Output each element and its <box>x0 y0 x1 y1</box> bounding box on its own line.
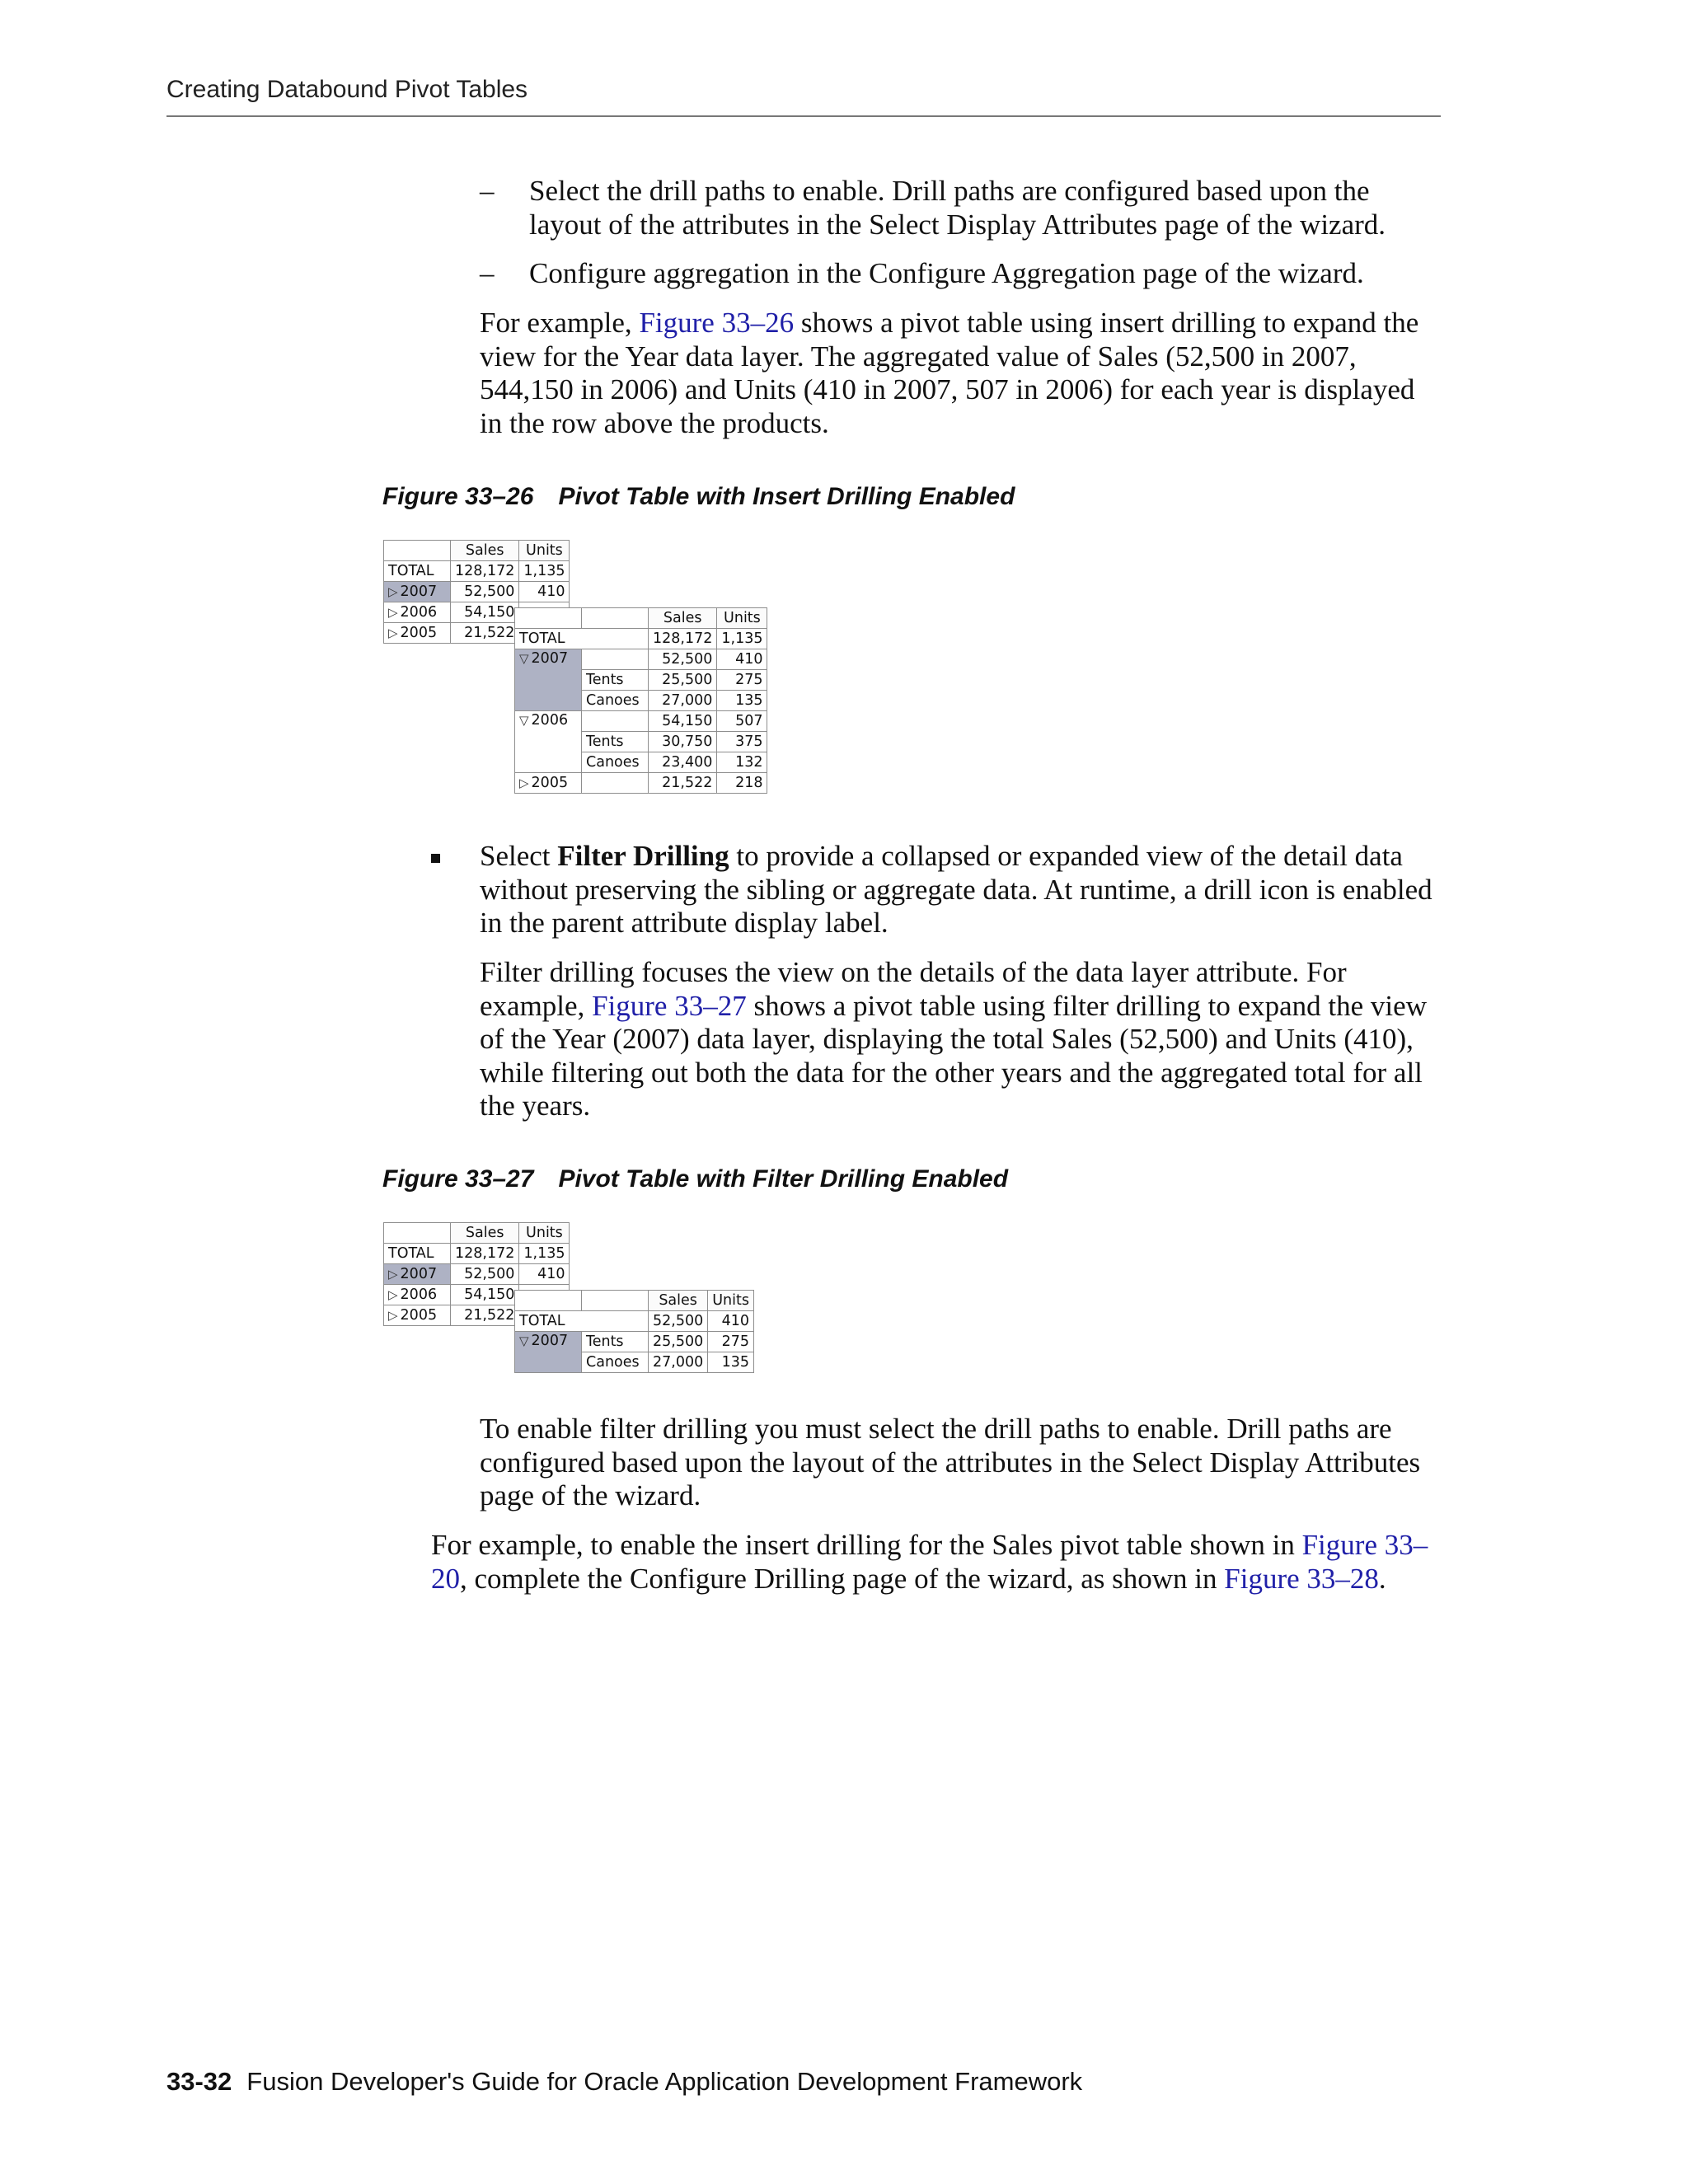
cell-value: 410 <box>519 1264 570 1285</box>
row-header-canoes: Canoes <box>582 752 649 773</box>
row-header-2005[interactable] <box>384 1305 451 1326</box>
figure-33-20-link[interactable]: Figure 33–20 <box>431 1529 1428 1595</box>
corner-cell <box>515 608 582 629</box>
row-header-tents: Tents <box>582 670 649 691</box>
book-title: Fusion Developer's Guide for Oracle Application Development Framework <box>246 2067 1083 2096</box>
cell-value: 275 <box>708 1332 754 1352</box>
closing-paragraph <box>431 1529 1441 1596</box>
figure-number: Figure 33–26 <box>382 483 534 510</box>
expand-triangle-icon[interactable]: ▷ <box>388 584 398 599</box>
cell-value: 52,500 <box>649 1311 708 1332</box>
row-header-2006[interactable] <box>515 711 582 773</box>
corner-cell <box>384 541 451 561</box>
column-header-sales[interactable]: Sales <box>451 541 519 561</box>
collapse-triangle-icon[interactable]: ▽ <box>519 713 529 728</box>
cell-value: 21,522 <box>649 773 717 794</box>
paragraph-text: shows a pivot table using filter drilling to expand the view of the Year (2007) data layer, displaying the total Sales (52,500) and Units (410), while filtering out both the data for the other years and the aggregated total for all the years. <box>480 989 1427 1122</box>
figure-number: Figure 33–27 <box>382 1165 534 1193</box>
filter-example-paragraph <box>480 956 1441 1123</box>
pivot-table-expanded-insert <box>514 607 767 794</box>
row-header-tents: Tents <box>582 1332 649 1352</box>
figure-caption-33-26 <box>382 483 1015 511</box>
expand-triangle-icon[interactable]: ▷ <box>519 776 529 790</box>
row-label: 2006 <box>400 1286 438 1303</box>
row-header-canoes: Canoes <box>582 691 649 711</box>
corner-cell <box>515 1291 582 1311</box>
figure-33-28-link[interactable]: Figure 33–28 <box>1224 1562 1379 1595</box>
cell-value: 410 <box>717 649 767 670</box>
row-header-2005[interactable] <box>515 773 582 794</box>
cell-value: 54,150 <box>451 602 519 623</box>
figure-title: Pivot Table with Filter Drilling Enabled <box>558 1165 1009 1193</box>
figure-33-26-link[interactable]: Figure 33–26 <box>639 307 795 339</box>
column-header-units[interactable]: Units <box>519 541 570 561</box>
row-label: 2006 <box>400 604 438 621</box>
cell-value: 52,500 <box>451 1264 519 1285</box>
expand-triangle-icon[interactable]: ▷ <box>388 626 398 640</box>
insert-example-paragraph <box>480 307 1441 440</box>
row-label: 2005 <box>400 1307 438 1324</box>
figure-33-27-link[interactable]: Figure 33–27 <box>592 989 747 1022</box>
cell-empty <box>582 711 649 732</box>
cell-value: 135 <box>708 1352 754 1373</box>
row-header-tents: Tents <box>582 732 649 752</box>
row-header-2007[interactable] <box>515 1332 582 1373</box>
cell-value: 23,400 <box>649 752 717 773</box>
header-rule <box>166 115 1441 117</box>
filter-drilling-bullet <box>480 840 1441 940</box>
row-header-2007[interactable] <box>384 582 451 602</box>
corner-cell <box>582 1291 649 1311</box>
expand-triangle-icon[interactable]: ▷ <box>388 1267 398 1282</box>
cell-value: 410 <box>519 582 570 602</box>
dash-bullet: – <box>480 175 495 207</box>
cell-value: 218 <box>717 773 767 794</box>
page-number: 33-32 <box>166 2067 232 2096</box>
cell-value: 128,172 <box>451 561 519 582</box>
dash-item-aggregation: Configure aggregation in the Configure Aggregation page of the wizard. <box>529 257 1364 289</box>
bullet-square <box>431 854 440 863</box>
collapse-triangle-icon[interactable]: ▽ <box>519 651 529 666</box>
row-header-total: TOTAL <box>384 561 451 582</box>
cell-value: 1,135 <box>717 629 767 649</box>
column-header-units[interactable]: Units <box>519 1223 570 1244</box>
column-header-sales[interactable]: Sales <box>649 608 717 629</box>
enable-filter-paragraph: To enable filter drilling you must select the drill paths to enable. Drill paths are configured based upon the layout of the attributes in the Select Display Attributes page of the wizard. <box>480 1413 1421 1511</box>
row-label: 2005 <box>531 775 569 791</box>
cell-value: 128,172 <box>451 1244 519 1264</box>
page-footer <box>166 2067 1082 2097</box>
cell-value: 132 <box>717 752 767 773</box>
figure-title: Pivot Table with Insert Drilling Enabled <box>558 483 1015 510</box>
cell-value: 507 <box>717 711 767 732</box>
row-label: 2007 <box>400 583 438 600</box>
dash-bullet: – <box>480 257 495 289</box>
collapse-triangle-icon[interactable]: ▽ <box>519 1333 529 1348</box>
cell-value: 128,172 <box>649 629 717 649</box>
cell-value: 54,150 <box>451 1285 519 1305</box>
pivot-table-expanded-filter <box>514 1290 754 1373</box>
cell-value: 27,000 <box>649 691 717 711</box>
cell-value: 25,500 <box>649 670 717 691</box>
cell-value: 1,135 <box>519 561 570 582</box>
cell-value: 410 <box>708 1311 754 1332</box>
term-filter-drilling: Filter Drilling <box>557 840 729 872</box>
running-header: Creating Databound Pivot Tables <box>166 76 528 103</box>
column-header-sales[interactable]: Sales <box>649 1291 708 1311</box>
cell-value: 52,500 <box>649 649 717 670</box>
row-header-2006[interactable] <box>384 602 451 623</box>
column-header-units[interactable]: Units <box>717 608 767 629</box>
dash-item-drill-paths: Select the drill paths to enable. Drill paths are configured based upon the layout of the attributes in the Select Display Attributes page of the wizard. <box>529 175 1386 241</box>
row-header-total: TOTAL <box>515 1311 649 1332</box>
paragraph-text: . <box>1378 1562 1386 1595</box>
figure-caption-33-27 <box>382 1165 1008 1193</box>
paragraph-text: shows a pivot table using insert drilling to expand the view for the Year data layer. The aggregated value of Sales (52,500 in 2007, 544,150 in 2006) and Units (410 in 2007, 507 in 2006) for each year is displayed in the row above the products. <box>480 307 1419 439</box>
cell-value: 52,500 <box>451 582 519 602</box>
cell-value: 21,522 <box>451 1305 519 1326</box>
row-label: 2007 <box>531 650 569 667</box>
cell-value: 135 <box>717 691 767 711</box>
row-label: 2007 <box>400 1266 438 1282</box>
cell-value: 275 <box>717 670 767 691</box>
row-header-total: TOTAL <box>384 1244 451 1264</box>
row-header-2007[interactable] <box>515 649 582 711</box>
row-header-2005[interactable] <box>384 623 451 644</box>
paragraph-text: , complete the Configure Drilling page of the wizard, as shown in <box>460 1562 1225 1595</box>
row-header-2006[interactable] <box>384 1285 451 1305</box>
row-header-canoes: Canoes <box>582 1352 649 1373</box>
cell-value: 30,750 <box>649 732 717 752</box>
cell-value: 21,522 <box>451 623 519 644</box>
cell-empty <box>582 773 649 794</box>
corner-cell <box>384 1223 451 1244</box>
cell-empty <box>582 649 649 670</box>
cell-value: 54,150 <box>649 711 717 732</box>
row-header-2007[interactable] <box>384 1264 451 1285</box>
expand-triangle-icon[interactable]: ▷ <box>388 605 398 620</box>
row-header-total: TOTAL <box>515 629 649 649</box>
cell-value: 375 <box>717 732 767 752</box>
column-header-units[interactable]: Units <box>708 1291 754 1311</box>
row-label: 2005 <box>400 625 438 641</box>
paragraph-text: For example, <box>480 307 640 339</box>
paragraph-text: For example, to enable the insert drilling for the Sales pivot table shown in <box>431 1529 1302 1561</box>
paragraph-text: to provide a collapsed or expanded view of the detail data without preserving the sibling or aggregate data. At runtime, a drill icon is enabled in the parent attribute display label. <box>480 840 1432 939</box>
paragraph-text: Filter drilling focuses the view on the details of the data layer attribute. For example, <box>480 956 1347 1022</box>
expand-triangle-icon[interactable]: ▷ <box>388 1287 398 1302</box>
paragraph-text: Select <box>480 840 558 872</box>
column-header-sales[interactable]: Sales <box>451 1223 519 1244</box>
row-label: 2006 <box>531 712 569 729</box>
expand-triangle-icon[interactable]: ▷ <box>388 1308 398 1323</box>
corner-cell <box>582 608 649 629</box>
cell-value: 1,135 <box>519 1244 570 1264</box>
row-label: 2007 <box>531 1333 569 1349</box>
cell-value: 25,500 <box>649 1332 708 1352</box>
cell-value: 27,000 <box>649 1352 708 1373</box>
